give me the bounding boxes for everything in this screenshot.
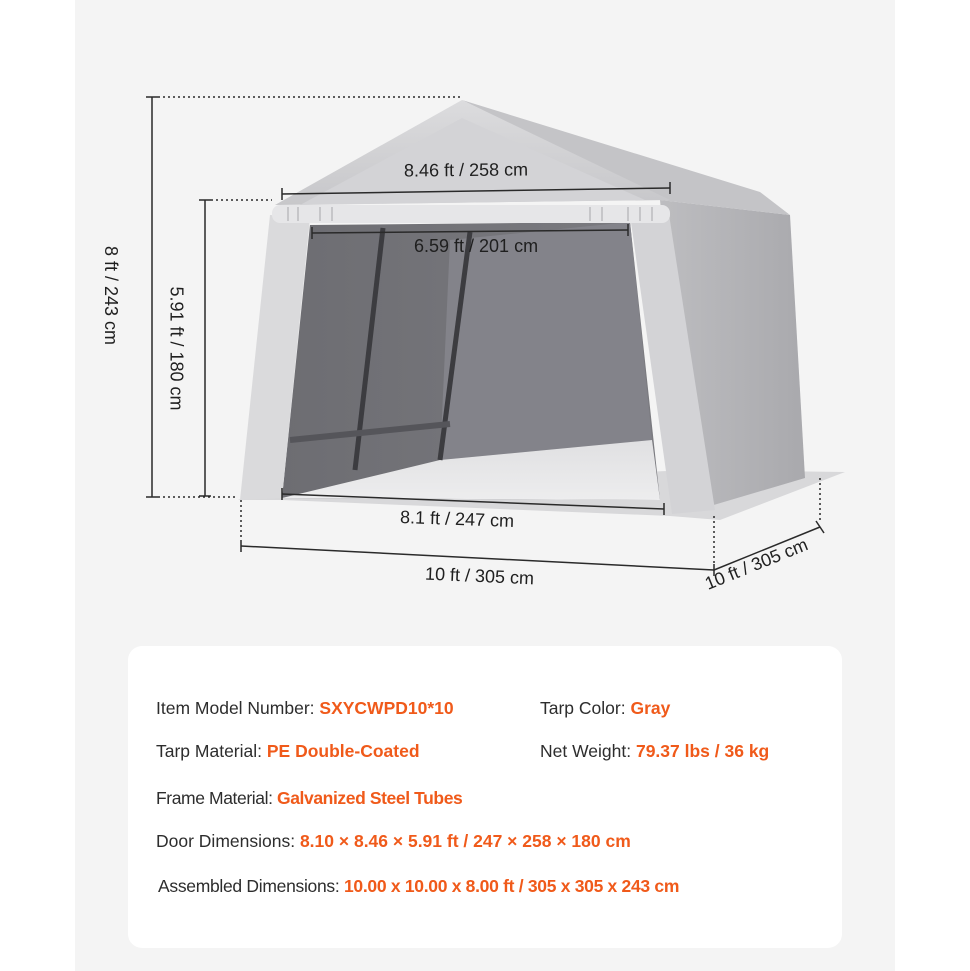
spec-value: PE Double-Coated [266, 741, 420, 761]
spec-label: Item Model Number: [156, 698, 320, 718]
spec-label: Assembled Dimensions: [158, 876, 344, 896]
door-height-label: 5.91 ft / 180 cm [166, 286, 187, 411]
spec-assembled-dimensions [158, 876, 679, 897]
specs-card [128, 646, 842, 948]
spec-net-weight [540, 741, 769, 762]
spec-label: Tarp Color: [540, 698, 631, 718]
spec-value: Galvanized Steel Tubes [277, 788, 463, 808]
spec-value: SXYCWPD10*10 [319, 698, 454, 718]
spec-label: Frame Material: [156, 788, 277, 808]
spec-value: 10.00 x 10.00 x 8.00 ft / 305 x 305 x 243 cm [343, 876, 680, 896]
door-bottom-width-label: 8.1 ft / 247 cm [399, 507, 515, 531]
spec-label: Door Dimensions: [156, 831, 300, 851]
spec-value: 79.37 lbs / 36 kg [635, 741, 770, 761]
depth-label: 10 ft / 305 cm [702, 534, 811, 594]
total-height-label: 8 ft / 243 cm [101, 245, 122, 346]
total-width-label: 10 ft / 305 cm [424, 563, 535, 589]
spec-tarp-material [156, 741, 420, 762]
spec-value: Gray [630, 698, 671, 718]
spec-value: 8.10 × 8.46 × 5.91 ft / 247 × 258 × 180 cm [299, 831, 631, 851]
spec-model-number [156, 698, 454, 719]
spec-tarp-color [540, 698, 670, 719]
spec-door-dimensions [156, 831, 631, 852]
ridge-width-label: 8.46 ft / 258 cm [403, 159, 529, 181]
spec-frame-material [156, 788, 462, 809]
door-top-width-label: 6.59 ft / 201 cm [414, 236, 539, 256]
spec-label: Net Weight: [540, 741, 636, 761]
spec-label: Tarp Material: [156, 741, 267, 761]
